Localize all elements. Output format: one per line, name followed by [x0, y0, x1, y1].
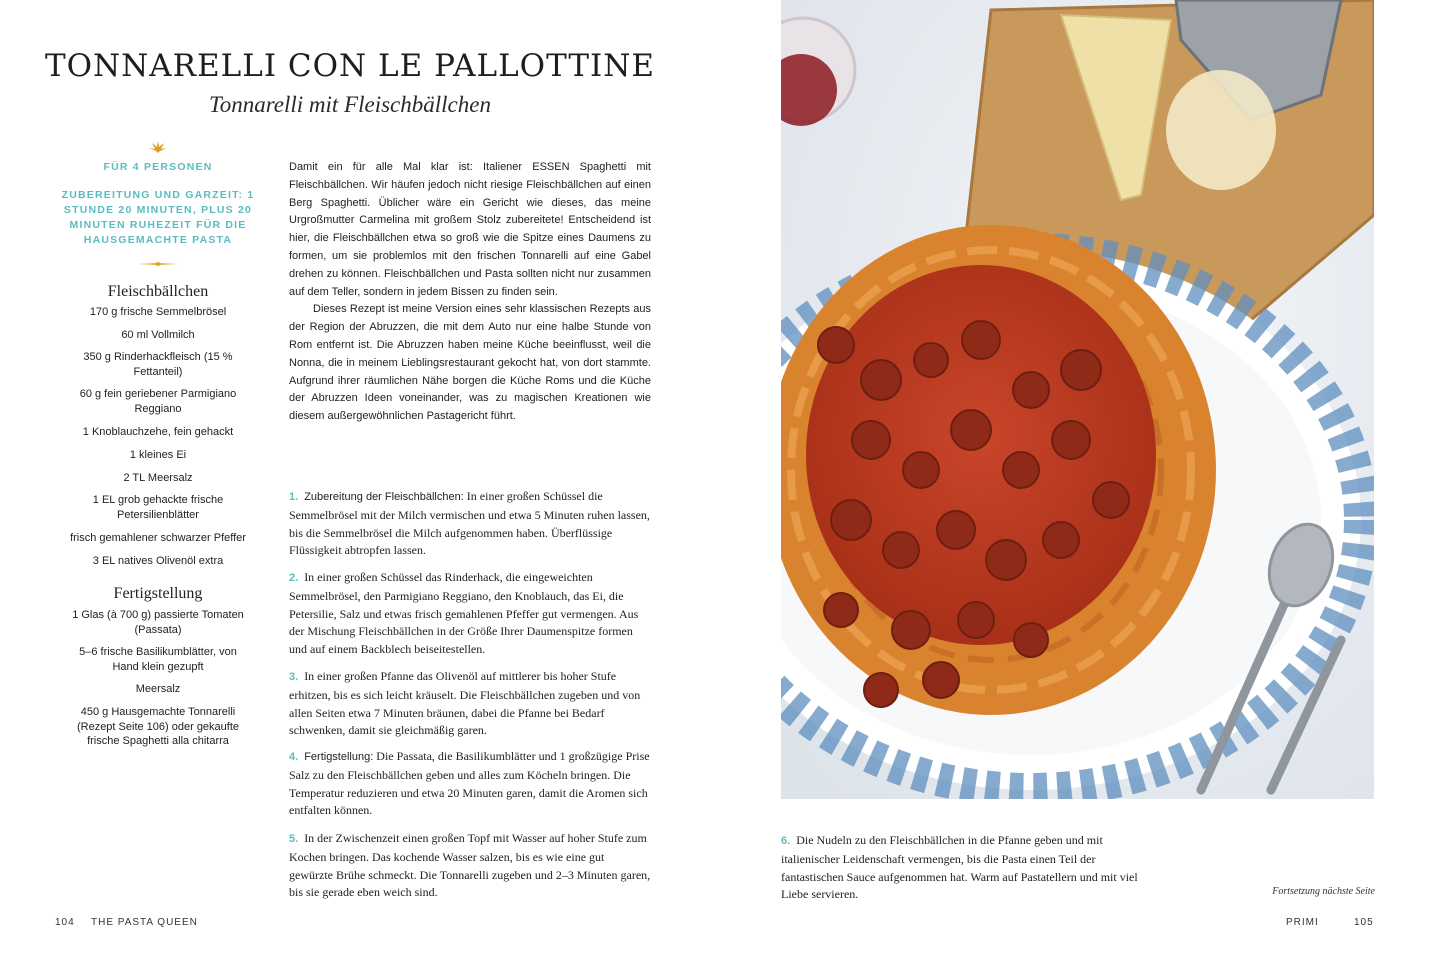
ingredient-item: Meersalz [135, 683, 181, 695]
ingredient-item: 60 ml Vollmilch [121, 329, 195, 341]
step-number: 5. [289, 833, 299, 845]
step-lead: Fertigstellung: [304, 751, 374, 763]
ingredient-item: 2 TL Meersalz [123, 472, 193, 484]
step-text: In einer großen Schüssel die Semmelbrösel mit der Milch vermischen und etwa 5 Minuten ruhen lassen, bis die Semmelbrösel die Milch aufgenommen haben. Überflüssige Flüssigkeit abtropfen lassen. [289, 489, 650, 558]
ingredient-item: 5–6 frische Basilikumblätter, von Hand klein gezupft [79, 646, 237, 673]
ingredient-item: 1 Knoblauchzehe, fein gehackt [82, 426, 234, 438]
step-text: In der Zwischenzeit einen großen Topf mit Wasser auf hoher Stufe zum Kochen bringen. Das kochende Wasser salzen, bis es wie eine gut gewürzte Brühe schmeckt. Die Tonnarelli zugeben und 2–3 Minuten garen, bis sie gerade eben weich sind. [289, 831, 651, 900]
step-text: In einer großen Pfanne das Olivenöl auf mittlerer bis hoher Stufe erhitzen, bis es sich leicht kräuselt. Die Fleischbällchen zugeben und von allen Seiten etwa 7 Minuten bräunen, dabei die Pfanne bei Bedarf schwenken, damit sie gleichmäßig garen. [289, 669, 641, 738]
ingredient-item: 1 Glas (à 700 g) passierte Tomaten (Passata) [72, 609, 244, 636]
method-step [289, 668, 651, 740]
step-number: 4. [289, 751, 299, 763]
continued-note: Fortsetzung nächste Seite [1272, 886, 1375, 897]
running-title-right: PRIMI [1286, 917, 1319, 928]
ingredient-item: frisch gemahlener schwarzer Pfeffer [70, 532, 246, 544]
running-title-left: THE PASTA QUEEN [91, 917, 198, 928]
method-step [289, 748, 651, 820]
ingredients-section-meatballs: Fleischbällchen [107, 283, 209, 300]
ingredient-item: 1 EL grob gehackte frische Petersilienblätter [92, 494, 224, 521]
ingredient-item: 60 g fein geriebener Parmigiano Reggiano [79, 388, 237, 415]
page-number-right: 105 [1354, 917, 1374, 928]
ingredients-section-finishing: Fertigstellung [113, 585, 203, 602]
step-number: 3. [289, 671, 299, 683]
ingredient-item: 170 g frische Semmelbrösel [89, 306, 227, 318]
dish-photo [781, 0, 1374, 799]
intro-text [289, 159, 651, 426]
method-step [289, 488, 651, 560]
leaf-ornament-icon [146, 140, 170, 154]
ingredient-item: 350 g Rinderhackfleisch (15 % Fettanteil) [83, 351, 233, 378]
method-step [289, 569, 651, 659]
method-step [289, 830, 651, 902]
intro-paragraph: Dieses Rezept ist meine Version eines sehr klassischen Rezepts aus der Region der Abruzzen, die mit dem Auto nur eine halbe Stunde von Rom entfernt ist. Die Abruzzen haben meine Küche beeinflusst, weil die Nonna, die in meinem Lieblingsrestaurant gekocht hat, von dort stammte. Aufgrund ihrer räumlichen Nähe borgen die Küche Roms und die Küche der Abruzzen Ideen voneinander, was zu magischen Kreationen wie diesem außergewöhnlichen Pastagericht führt. [289, 303, 651, 423]
ingredient-item: 450 g Hausgemachte Tonnarelli (Rezept Seite 106) oder gekaufte frische Spaghetti alla chitarra [76, 706, 240, 747]
method-step [781, 832, 1141, 904]
divider-ornament [138, 262, 178, 266]
step-text: In einer großen Schüssel das Rinderhack, die eingeweichten Semmelbrösel, den Parmigiano Reggiano, den Knoblauch, das Ei, die Petersilie, Salz und etwas frisch gemahlenen Pfeffer gut vermengen. Aus der Mischung Fleischbällchen in der Größe Ihrer Daumenspitze formen und auf einem Backblech beiseitestellen. [289, 570, 639, 657]
pasta-plate-illustration [781, 0, 1374, 799]
step-number: 2. [289, 572, 299, 584]
step-number: 6. [781, 835, 791, 847]
prep-time: ZUBEREITUNG UND GARZEIT: 1 STUNDE 20 MINUTEN, PLUS 20 MINUTEN RUHEZEIT FÜR DIE HAUSGEMACHTE PASTA [61, 189, 255, 246]
intro-paragraph: Damit ein für alle Mal klar ist: Italiener ESSEN Spaghetti mit Fleischbällchen. Wir häufen jedoch nicht riesige Fleischbällchen auf einen Berg Spaghetti. Üblicher wäre ein Gericht wie dieses, das meine Urgroßmutter Carmelina mit großem Stolz zubereitete! Entscheidend ist hier, die Fleischbällchen etwa so groß wie die Spitze eines Daumens zu formen, um sie problemlos mit den frischen Tonnarelli auf eine Gabel drehen zu können. Fleischbällchen und Pasta sollten nicht nur zusammen auf dem Teller, sondern in jedem Bissen zu finden sein. [289, 161, 651, 298]
step-text: Die Passata, die Basilikumblätter und 1 großzügige Prise Salz zu den Fleischbällchen geben und alles zum Köcheln bringen. Die Temperatur reduzieren und etwa 20 Minuten garen, damit die Aromen sich entfalten können. [289, 749, 650, 818]
ingredient-item: 1 kleines Ei [129, 449, 187, 461]
servings: FÜR 4 PERSONEN [103, 161, 213, 173]
recipe-subtitle: Tonnarelli mit Fleischbällchen [209, 92, 491, 117]
step-lead: Zubereitung der Fleischbällchen: [304, 491, 464, 503]
ingredient-item: 3 EL natives Olivenöl extra [92, 555, 224, 567]
step-text: Die Nudeln zu den Fleischbällchen in die Pfanne geben und mit italienischer Leidenschaft vermengen, bis die Pasta einen Teil der fantastischen Sauce aufgenommen hat. Warm auf Pastatellern und mit viel Liebe servieren. [781, 833, 1138, 902]
step-number: 1. [289, 491, 299, 503]
page-number-left: 104 [55, 917, 75, 928]
recipe-title: TONNARELLI CON LE PALLOTTINE [44, 48, 656, 84]
